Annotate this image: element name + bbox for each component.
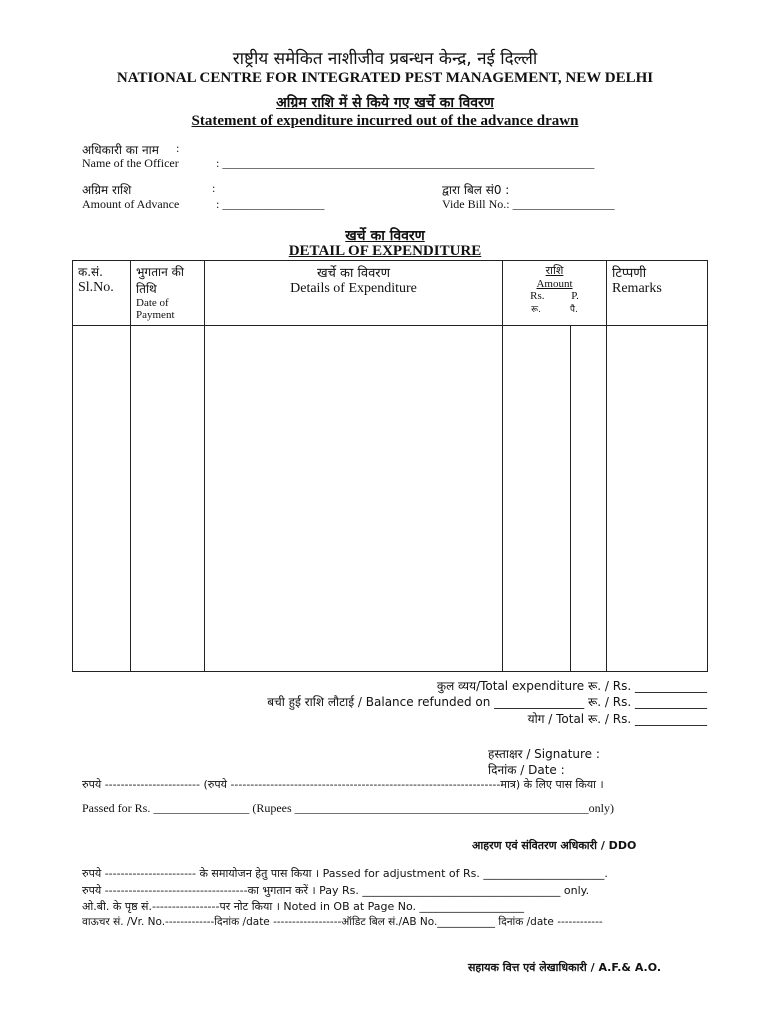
col-date-english: Date of Payment (136, 297, 175, 321)
col-amount-header (503, 261, 607, 326)
details-cell[interactable] (205, 326, 503, 672)
total-expenditure-line[interactable]: कुल व्यय/Total expenditure रू. / Rs. ____________ (436, 679, 707, 693)
bill-number-field[interactable]: Vide Bill No.: _________________ (442, 197, 615, 211)
col-amount-units (508, 290, 601, 302)
col-remarks-header (607, 261, 708, 326)
date-cell[interactable] (131, 326, 205, 672)
signature-label: हस्ताक्षर / Signature : (488, 747, 600, 761)
subtitle-hindi: अग्रिम राशि में से किये गए खर्चे का विवरण (276, 95, 494, 111)
adjustment-line-2[interactable]: रुपये ------------------------------------का भुगतान करें । Pay Rs. ____________________________________ only. (82, 884, 590, 897)
detail-title-english: DETAIL OF EXPENDITURE (288, 243, 482, 259)
balance-refunded-line[interactable]: बची हुई राशि लौटाई / Balance refunded on _______________ रू. / Rs. ____________ (267, 695, 707, 709)
subtitle-english: Statement of expenditure incurred out of the advance drawn (191, 113, 579, 129)
advance-label-english: Amount of Advance (82, 197, 180, 211)
col-date-header (131, 261, 205, 326)
title-english: NATIONAL CENTRE FOR INTEGRATED PEST MANAGEMENT, NEW DELHI (116, 70, 654, 86)
officer-label-hindi: अधिकारी का नाम (82, 143, 159, 157)
expenditure-table (72, 260, 708, 672)
col-sl-english: Sl.No. (78, 280, 114, 295)
afao-label: सहायक वित्त एवं लेखाधिकारी / A.F.& A.O. (468, 961, 662, 974)
passed-line-english[interactable]: Passed for Rs. ________________ (Rupees _________________________________________________only) (82, 801, 614, 815)
col-remarks-hindi: टिप्पणी (612, 266, 647, 281)
title-hindi: राष्ट्रीय समेकित नाशीजीव प्रबन्धन केन्द्र, नई दिल्ली (232, 49, 538, 69)
table-header-row (73, 261, 708, 326)
bill-label-hindi: द्वारा बिल सं0 : (442, 183, 510, 197)
amount-rs-cell[interactable] (503, 326, 571, 672)
col-amount-hindi: राशि (545, 264, 564, 277)
col-details-header (205, 261, 503, 326)
amount-p-cell[interactable] (571, 326, 607, 672)
table-body-row[interactable] (73, 326, 708, 672)
adjustment-line-4[interactable]: वाऊचर सं. /Vr. No.-------------दिनांक /date ------------------ऑडिट बिल सं./AB No.___________ दिनांक /date ------------ (82, 916, 603, 928)
officer-label-english: Name of the Officer (82, 156, 179, 170)
remarks-cell[interactable] (607, 326, 708, 672)
col-sl-header (73, 261, 131, 326)
col-details-english: Details of Expenditure (290, 281, 417, 296)
total-line[interactable]: योग / Total रू. / Rs. ____________ (527, 712, 707, 726)
col-date-hindi: भुगतान की तिथि (136, 265, 184, 296)
advance-colon: : (212, 181, 216, 195)
sl-cell[interactable] (73, 326, 131, 672)
col-amount-p-hindi: पै. (569, 305, 578, 315)
col-details-hindi: खर्चे का विवरण (316, 266, 391, 281)
col-amount-english: Amount (536, 278, 573, 290)
col-remarks-english: Remarks (612, 281, 662, 296)
passed-line-hindi: रुपये ------------------------ (रुपये --------------------------------------------------------------------मात्र) के लिए पास किया । (82, 778, 604, 791)
officer-colon: : (176, 141, 180, 155)
col-amount-rs: Rs. (530, 290, 545, 302)
col-sl-hindi: क.सं. (78, 265, 103, 279)
officer-name-field[interactable]: : ______________________________________________________________ (216, 156, 595, 170)
adjustment-line-1[interactable]: रुपये ----------------------- के समायोजन हेतु पास किया । Passed for adjustment of Rs. ______________________. (82, 867, 608, 880)
ddo-label: आहरण एवं संवितरण अधिकारी / DDO (472, 839, 637, 852)
date-label: दिनांक / Date : (488, 763, 565, 777)
col-amount-rs-hindi: रू. (531, 305, 541, 315)
col-amount-units-hindi (508, 302, 601, 315)
adjustment-line-3[interactable]: ओ.बी. के पृष्ठ सं.-----------------पर नोट किया । Noted in OB at Page No. ___________________ (82, 900, 525, 913)
col-amount-p: P. (571, 290, 579, 302)
advance-amount-field[interactable]: : _________________ (216, 197, 325, 211)
advance-label-hindi: अग्रिम राशि (82, 183, 132, 197)
detail-title-hindi: खर्चे का विवरण (345, 228, 425, 244)
